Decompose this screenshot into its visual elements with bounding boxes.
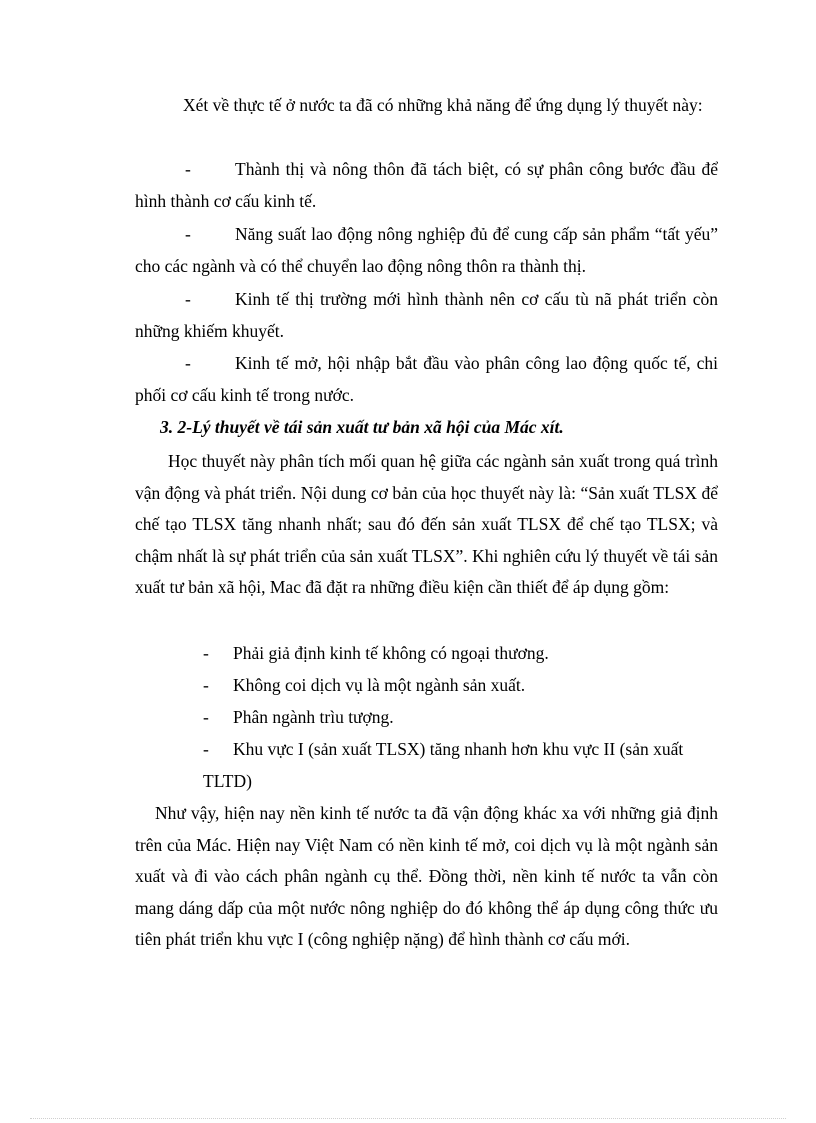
list-item-text: Thành thị và nông thôn đã tách biệt, có sự phân công bước đầu để hình thành cơ cấu kinh tế. — [135, 159, 718, 211]
list-item-text: Phải giả định kinh tế không có ngoại thương. — [233, 643, 549, 663]
list-item — [135, 154, 718, 217]
list-item — [203, 702, 718, 734]
page-bottom-divider — [30, 1118, 786, 1119]
body-paragraph: Học thuyết này phân tích mối quan hệ giữa các ngành sản xuất trong quá trình vận động và phát triển. Nội dung cơ bản của học thuyết này là: “Sản xuất TLSX để chế tạo TLSX tăng nhanh nhất; sau đó đến sản xuất TLSX để chế tạo TLSX; và chậm nhất là sự phát triển của sản xuất TLSX”. Khi nghiên cứu lý thuyết về tái sản xuất tư bản xã hội, Mac đã đặt ra những điều kiện cần thiết để áp dụng gồm: — [135, 451, 718, 597]
list-dash: - — [185, 289, 191, 309]
list-item-text: Năng suất lao động nông nghiệp đủ để cung cấp sản phẩm “tất yếu” cho các ngành và có thể chuyển lao động nông thôn ra thành thị. — [135, 224, 718, 276]
conclusion-paragraph: Như vậy, hiện nay nền kinh tế nước ta đã vận động khác xa với những giả định trên của Mác. Hiện nay Việt Nam có nền kinh tế mở, coi dịch vụ là một ngành sản xuất và đi vào cách phân ngành cụ thể. Đồng thời, nền kinh tế nước ta vẫn còn mang dáng dấp của một nước nông nghiệp do đó không thể áp dụng công thức ưu tiên phát triển khu vực I (công nghiệp nặng) để hình thành cơ cấu mới. — [135, 803, 718, 949]
list-item-text: Kinh tế thị trường mới hình thành nên cơ cấu tù nã phát triển còn những khiếm khuyết. — [135, 289, 718, 341]
list-dash: - — [203, 707, 209, 727]
list-dash: - — [185, 353, 191, 373]
list-dash: - — [185, 224, 191, 244]
list-item-text: Khu vực I (sản xuất TLSX) tăng nhanh hơn khu vực II (sản xuất TLTD) — [203, 739, 684, 791]
list-item-text: Phân ngành trìu tượng. — [233, 707, 394, 727]
list-item — [203, 638, 718, 670]
list-item-text: Không coi dịch vụ là một ngành sản xuất. — [233, 675, 526, 695]
intro-paragraph: Xét về thực tế ở nước ta đã có những khả năng để ứng dụng lý thuyết này: — [183, 95, 703, 115]
list-item — [135, 284, 718, 347]
list-dash: - — [185, 159, 191, 179]
list-item-text: Kinh tế mở, hội nhập bắt đầu vào phân công lao động quốc tế, chi phối cơ cấu kinh tế trong nước. — [135, 353, 718, 405]
list-item — [203, 670, 718, 702]
list-item — [203, 734, 718, 797]
section-heading: 3. 2-Lý thuyết về tái sản xuất tư bản xã hội của Mác xít. — [160, 417, 564, 437]
list-dash: - — [203, 643, 209, 663]
list-dash: - — [203, 675, 209, 695]
list-dash: - — [203, 739, 209, 759]
list-item — [135, 348, 718, 411]
list-item — [135, 219, 718, 282]
